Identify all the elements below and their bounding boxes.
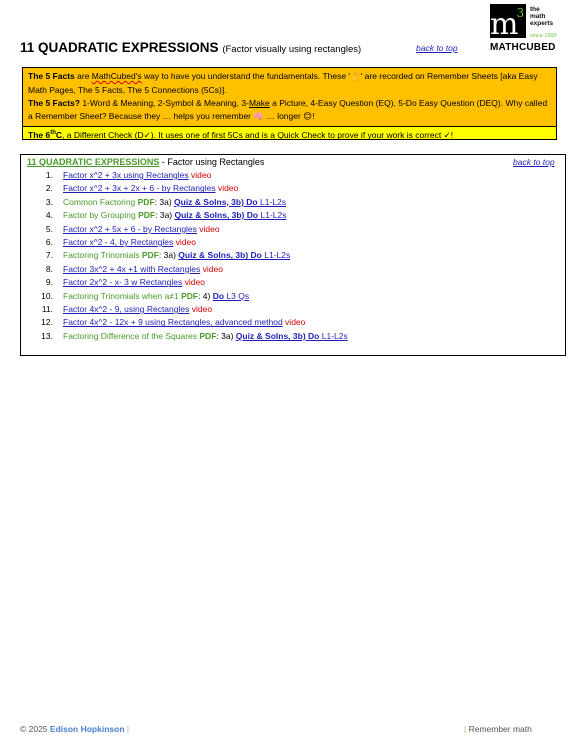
level-link[interactable]: L3 Qs: [224, 290, 250, 301]
item-number: 5.: [45, 223, 53, 234]
item-number: 6.: [45, 237, 53, 248]
step-label: : 3a): [216, 330, 236, 341]
video-link[interactable]: video: [196, 223, 220, 234]
pdf-topic-title: Factor by Grouping: [63, 210, 139, 221]
topic-box: [20, 154, 566, 356]
mathcubed-logo: [490, 4, 558, 54]
list-item: [27, 169, 547, 182]
video-topic-link[interactable]: Factor 4x^2 - 12x + 9 using Rectangles, advanced method: [63, 317, 283, 328]
brain-icon: 🧠: [253, 112, 264, 122]
logo-since: since 1993: [530, 33, 557, 39]
pdf-label[interactable]: PDF: [138, 210, 156, 221]
page-subtitle: (Factor visually using rectangles): [222, 44, 362, 55]
video-link[interactable]: video: [188, 170, 212, 180]
do-link[interactable]: Do: [246, 196, 258, 207]
footer-remember-math: Remember math: [468, 724, 532, 734]
item-number: 9.: [45, 277, 53, 288]
quiz-solns-link[interactable]: Quiz & Solns, 3b): [174, 210, 247, 221]
list-item: [27, 316, 547, 329]
sixth-check-box: The 6thC, a Different Check (D✓). It uses one of first 5Cs and is a Quick Check to prove if your work is correct ✓!: [22, 126, 557, 140]
step-label: : 3a): [154, 196, 175, 207]
smile-icon: 😊: [303, 112, 313, 122]
topic-list: [27, 169, 547, 343]
pdf-topic-title: Factoring Trinomials when a≠1: [63, 290, 182, 301]
topic-header-link[interactable]: 11 QUADRATIC EXPRESSIONS: [27, 157, 160, 167]
back-to-top-link[interactable]: back to top: [416, 43, 458, 53]
list-item: [27, 263, 547, 276]
quiz-solns-link[interactable]: Quiz & Solns, 3b): [235, 330, 309, 341]
step-label: : 4): [198, 290, 213, 301]
item-number: 12.: [41, 317, 53, 328]
facts-paragraph-1: The 5 Facts are MathCubed's way to have you understand the fundamentals. These '✋' are recorded on Remember Sheets [aka Easy Math Pages, The 5 Facts, The 5 Connections (5Cs)].: [28, 71, 538, 95]
quiz-solns-link[interactable]: Quiz & Solns, 3b): [178, 250, 251, 261]
hand-icon: ✋: [350, 72, 361, 82]
list-item: [27, 196, 547, 209]
pdf-topic-title: Factoring Difference of the Squares: [63, 330, 200, 341]
page-title-text: 11 QUADRATIC EXPRESSIONS: [20, 40, 219, 55]
do-link[interactable]: Do: [246, 210, 259, 221]
pdf-topic-title: Factoring Trinomials: [63, 250, 142, 261]
list-item: [27, 276, 547, 289]
level-link[interactable]: L1-L2s: [258, 210, 287, 221]
video-link[interactable]: video: [215, 183, 239, 194]
list-item: [27, 303, 547, 316]
topic-back-to-top-link[interactable]: back to top: [513, 157, 555, 167]
do-link[interactable]: Do: [250, 250, 262, 261]
list-item: [27, 249, 547, 262]
video-topic-link[interactable]: Factor 3x^2 + 4x +1 with Rectangles: [63, 263, 201, 274]
level-link[interactable]: L1-L2s: [257, 196, 286, 207]
item-number: 4.: [45, 210, 53, 221]
item-number: 11.: [41, 304, 53, 315]
logo-mark: $m^3$: [490, 6, 525, 42]
level-link[interactable]: L1-L2s: [319, 330, 348, 341]
list-item: [27, 290, 547, 303]
pdf-label[interactable]: PDF: [137, 196, 155, 207]
video-topic-link[interactable]: Factor 2x^2 - x- 3 w Rectangles: [63, 277, 183, 288]
video-link[interactable]: video: [173, 237, 196, 248]
list-item: [27, 330, 547, 343]
step-label: : 3a): [158, 250, 179, 261]
item-number: 13.: [41, 330, 53, 341]
footer-right: | Remember math: [464, 724, 532, 734]
do-link[interactable]: Do: [308, 330, 320, 341]
item-number: 8.: [45, 263, 53, 274]
facts-paragraph-2: The 5 Facts? 1-Word & Meaning, 2-Symbol & Meaning, 3-Make a Picture, 4-Easy Question (EQ), 5-Do Easy Question (DEQ). Why called a Remember Sheet? Because they … helps you remember 🧠 … longer 😊!: [28, 98, 548, 122]
footer-copyright: © 2025 Edison Hopkinson |: [20, 724, 130, 734]
list-item: [27, 223, 547, 236]
pdf-topic-title: Common Factoring: [63, 196, 138, 207]
list-item: [27, 236, 547, 249]
logo-tagline: the math experts: [530, 6, 554, 27]
page-title: [20, 40, 440, 55]
video-topic-link[interactable]: Factor x^2 - 4, by Rectangles: [63, 237, 174, 248]
do-link[interactable]: Do: [212, 290, 225, 301]
pdf-label[interactable]: PDF: [141, 250, 159, 261]
topic-header: 11 QUADRATIC EXPRESSIONS - Factor using Rectangles: [27, 157, 265, 167]
video-topic-link[interactable]: Factor 4x^2 - 9, using Rectangles: [63, 304, 190, 315]
item-number: 2.: [45, 183, 53, 194]
level-link[interactable]: L1-L2s: [261, 250, 291, 261]
video-link[interactable]: video: [200, 263, 223, 274]
item-number: 1.: [45, 170, 53, 180]
logo-brand: MATHCUBED: [490, 42, 556, 53]
video-topic-link[interactable]: Factor x^2 + 5x + 6 - by Rectangles: [63, 223, 197, 234]
step-label: : 3a): [155, 210, 175, 221]
item-number: 10.: [41, 290, 53, 301]
footer-author: Edison Hopkinson: [49, 724, 125, 734]
list-item: [27, 209, 547, 222]
item-number: 7.: [45, 250, 53, 261]
video-link[interactable]: video: [189, 304, 213, 315]
quiz-solns-link[interactable]: Quiz & Solns, 3b): [174, 196, 247, 207]
list-item: [27, 182, 547, 195]
video-topic-link[interactable]: Factor x^2 + 3x using Rectangles: [63, 170, 189, 180]
pdf-label[interactable]: PDF: [181, 290, 199, 301]
video-topic-link[interactable]: Factor x^2 + 3x + 2x + 6 - by Rectangles: [63, 183, 216, 194]
pdf-label[interactable]: PDF: [199, 330, 217, 341]
video-link[interactable]: video: [182, 277, 205, 288]
item-number: 3.: [45, 196, 53, 207]
video-link[interactable]: video: [282, 317, 306, 328]
